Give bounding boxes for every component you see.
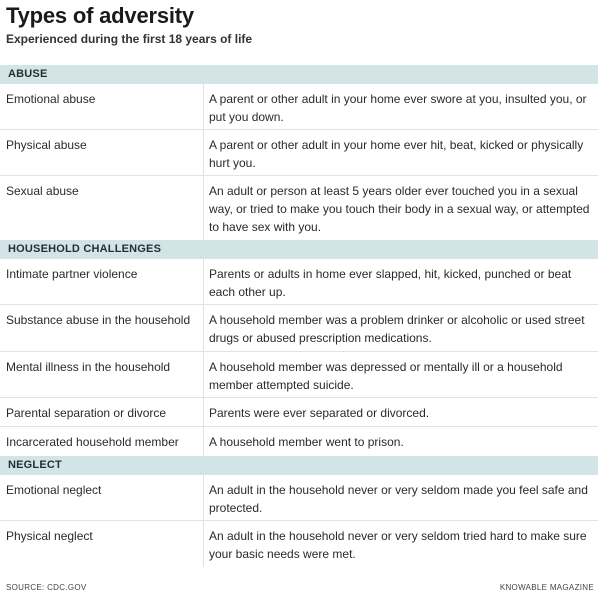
table-row bbox=[0, 475, 598, 521]
type-description: A parent or other adult in your home ever swore at you, insulted you, or put you down. bbox=[203, 84, 598, 129]
type-name: Physical neglect bbox=[6, 529, 93, 543]
type-name: Intimate partner violence bbox=[6, 267, 138, 281]
table-row bbox=[0, 259, 598, 305]
table-row bbox=[0, 305, 598, 352]
adversity-table bbox=[0, 65, 598, 567]
type-name: Mental illness in the household bbox=[6, 360, 171, 374]
type-name: Emotional neglect bbox=[6, 483, 102, 497]
table-row bbox=[0, 398, 598, 427]
source-credit: SOURCE: CDC.GOV bbox=[6, 583, 87, 592]
page-title: Types of adversity bbox=[6, 3, 194, 28]
type-name: Incarcerated household member bbox=[6, 435, 179, 449]
type-description: A household member was depressed or mentally ill or a household member attempted suicide. bbox=[203, 352, 598, 397]
table-row bbox=[0, 521, 598, 567]
publisher-credit: KNOWABLE MAGAZINE bbox=[499, 583, 594, 592]
type-description: An adult in the household never or very seldom tried hard to make sure your basic needs were met. bbox=[203, 521, 598, 567]
type-name: Parental separation or divorce bbox=[6, 406, 167, 420]
type-description: An adult in the household never or very seldom made you feel safe and protected. bbox=[203, 475, 598, 520]
type-description: Parents or adults in home ever slapped, hit, kicked, punched or beat each other up. bbox=[203, 259, 598, 304]
table-row bbox=[0, 352, 598, 398]
type-description: A household member went to prison. bbox=[203, 427, 598, 456]
type-description: An adult or person at least 5 years older ever touched you in a sexual way, or tried to make you touch their body in a sexual way, or attempted to have sex with you. bbox=[203, 176, 598, 240]
type-description: A household member was a problem drinker or alcoholic or used street drugs or abused prescription medications. bbox=[203, 305, 598, 351]
page-subtitle: Experienced during the first 18 years of life bbox=[6, 32, 253, 46]
type-name: Sexual abuse bbox=[6, 184, 79, 198]
section-header-neglect: NEGLECT bbox=[0, 456, 598, 475]
table-row bbox=[0, 427, 598, 456]
table-row bbox=[0, 84, 598, 130]
type-name: Substance abuse in the household bbox=[6, 313, 191, 327]
type-name: Emotional abuse bbox=[6, 92, 96, 106]
type-description: A parent or other adult in your home ever hit, beat, kicked or physically hurt you. bbox=[203, 130, 598, 175]
section-header-abuse: ABUSE bbox=[0, 65, 598, 84]
table-row bbox=[0, 176, 598, 240]
type-description: Parents were ever separated or divorced. bbox=[203, 398, 598, 426]
type-name: Physical abuse bbox=[6, 138, 87, 152]
table-row bbox=[0, 130, 598, 176]
section-header-household-challenges: HOUSEHOLD CHALLENGES bbox=[0, 240, 598, 259]
